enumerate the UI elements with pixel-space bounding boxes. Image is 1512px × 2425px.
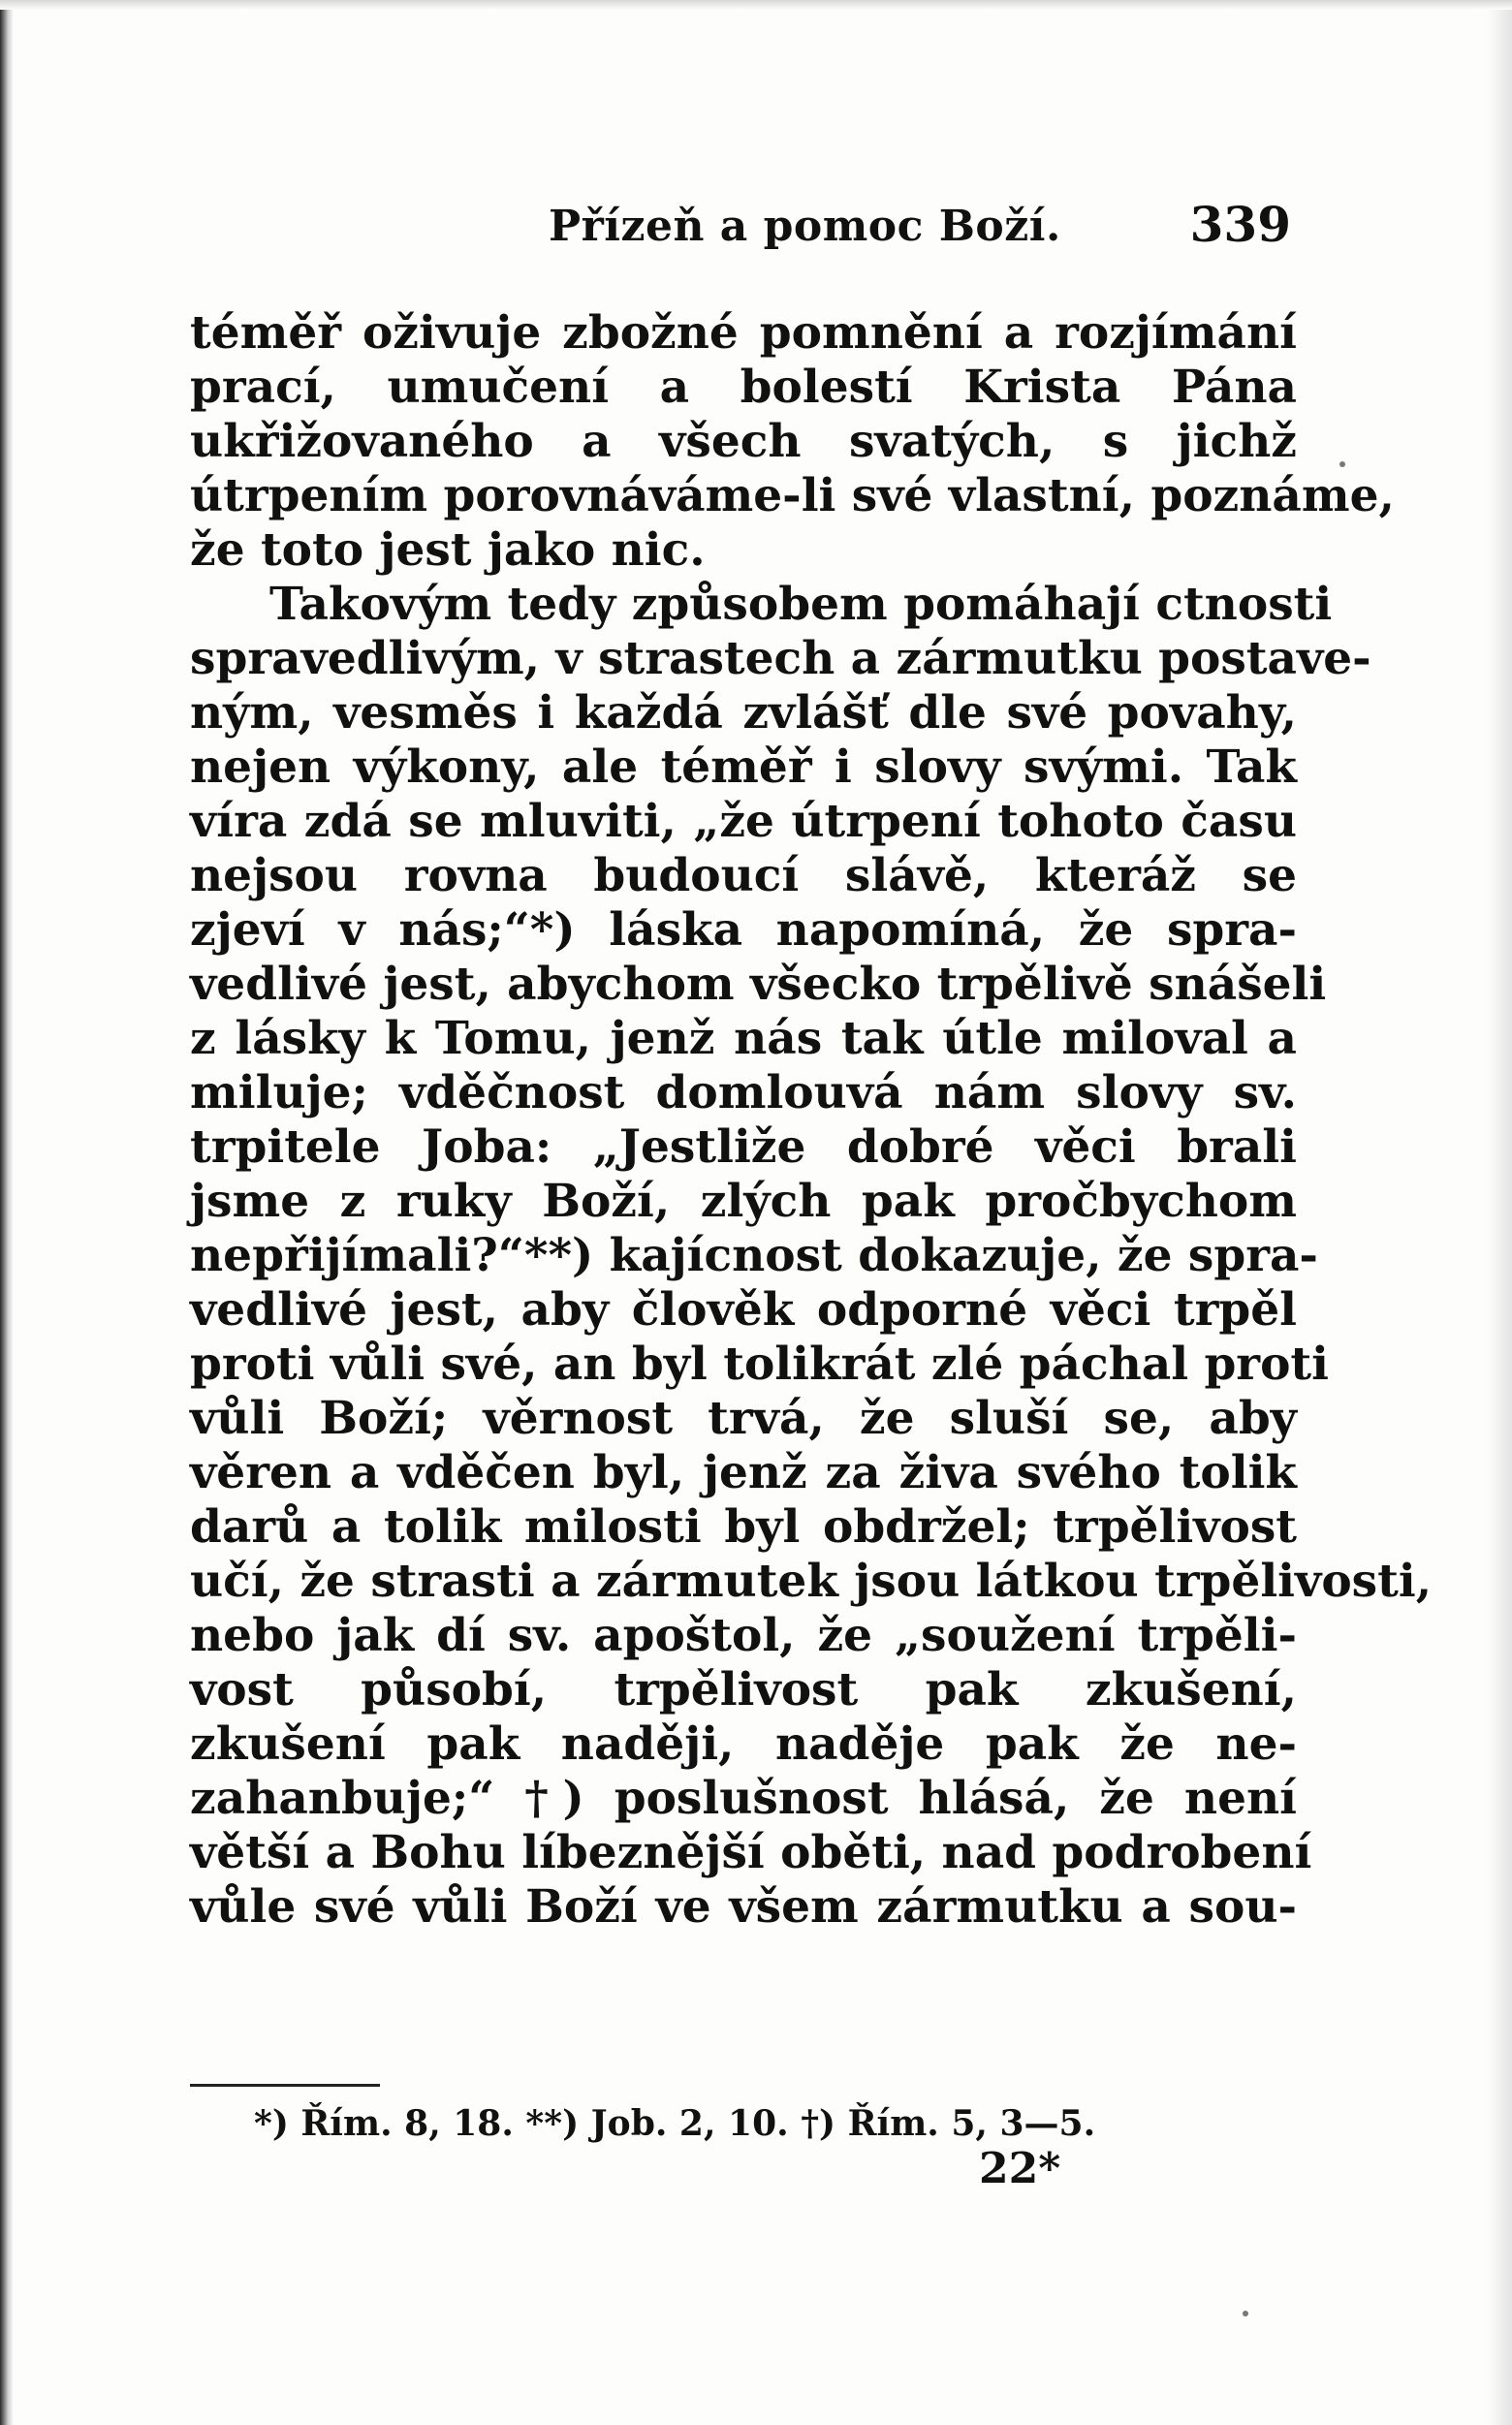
text-line: ukřižovaného a všech svatých, s jichž [190,415,1297,468]
signature-mark: 22* [979,2144,1061,2193]
text-line: vedlivé jest, aby člověk odporné věci trpěl [190,1283,1297,1337]
text-line: zkušení pak naději, naděje pak že ne- [190,1717,1297,1771]
text-line: Takovým tedy způsobem pomáhají ctnosti [269,578,1333,631]
text-line: větší a Bohu líbeznější oběti, nad podrobení [190,1826,1312,1879]
text-line: útrpením porovnáváme-li své vlastní, poznáme, [190,469,1395,522]
text-line: že toto jest jako nic. [190,523,706,577]
text-line: vůle své vůli Boží ve všem zármutku a sou- [190,1880,1297,1934]
text-line: z lásky k Tomu, jenž nás tak útle miloval a [190,1012,1297,1065]
scan-edge-right [1487,0,1512,2425]
text-line: víra zdá se mluviti, „že útrpení tohoto času [190,795,1297,848]
running-title: Přízeň a pomoc Boží. [549,202,1061,251]
text-line: věren a vděčen byl, jenž za živa svého tolik [190,1446,1297,1499]
text-line: zahanbuje;“ †) poslušnost hlásá, že není [190,1772,1297,1825]
text-line: vůli Boží; věrnost trvá, že sluší se, aby [190,1392,1297,1445]
text-line: nebo jak dí sv. apoštol, že „soužení trpěli- [190,1609,1297,1662]
scan-edge-left [0,0,14,2425]
text-line: darů a tolik milosti byl obdržel; trpělivost [190,1500,1297,1554]
text-line: zjeví v nás;“*) láska napomíná, že spra- [190,903,1297,957]
text-line: ným, vesměs i každá zvlášť dle své povahy, [190,686,1297,740]
text-line: nepřijímali?“**) kajícnost dokazuje, že spra- [190,1229,1318,1282]
scan-edge-top [0,0,1512,10]
text-line: trpitele Joba: „Jestliže dobré věci brali [190,1120,1297,1174]
text-line: učí, že strasti a zármutek jsou látkou trpělivosti, [190,1555,1433,1608]
text-line: vedlivé jest, abychom všecko trpělivě snášeli [190,958,1327,1011]
scan-speck [1339,461,1345,467]
text-line: téměř oživuje zbožné pomnění a rozjímání [190,306,1297,360]
footnotes: *) Řím. 8, 18. **) Job. 2, 10. †) Řím. 5, 3—5. [254,2103,1096,2144]
footnote-rule [190,2084,380,2087]
scan-speck [1243,2311,1248,2316]
text-line: miluje; vděčnost domlouvá nám slovy sv. [190,1066,1297,1119]
text-line: nejsou rovna budoucí slávě, kteráž se [190,849,1297,902]
page-header [190,194,1297,262]
body-text [190,306,1433,1935]
text-line: proti vůli své, an byl tolikrát zlé páchal proti [190,1338,1329,1391]
text-line: jsme z ruky Boží, zlých pak pročbychom [190,1175,1297,1228]
page-number: 339 [1189,196,1291,253]
text-line: vost působí, trpělivost pak zkušení, [190,1663,1297,1716]
text-line: nejen výkony, ale téměř i slovy svými. Tak [190,740,1297,794]
text-line: spravedlivým, v strastech a zármutku postave- [190,632,1371,685]
text-line: prací, umučení a bolestí Krista Pána [190,361,1297,414]
